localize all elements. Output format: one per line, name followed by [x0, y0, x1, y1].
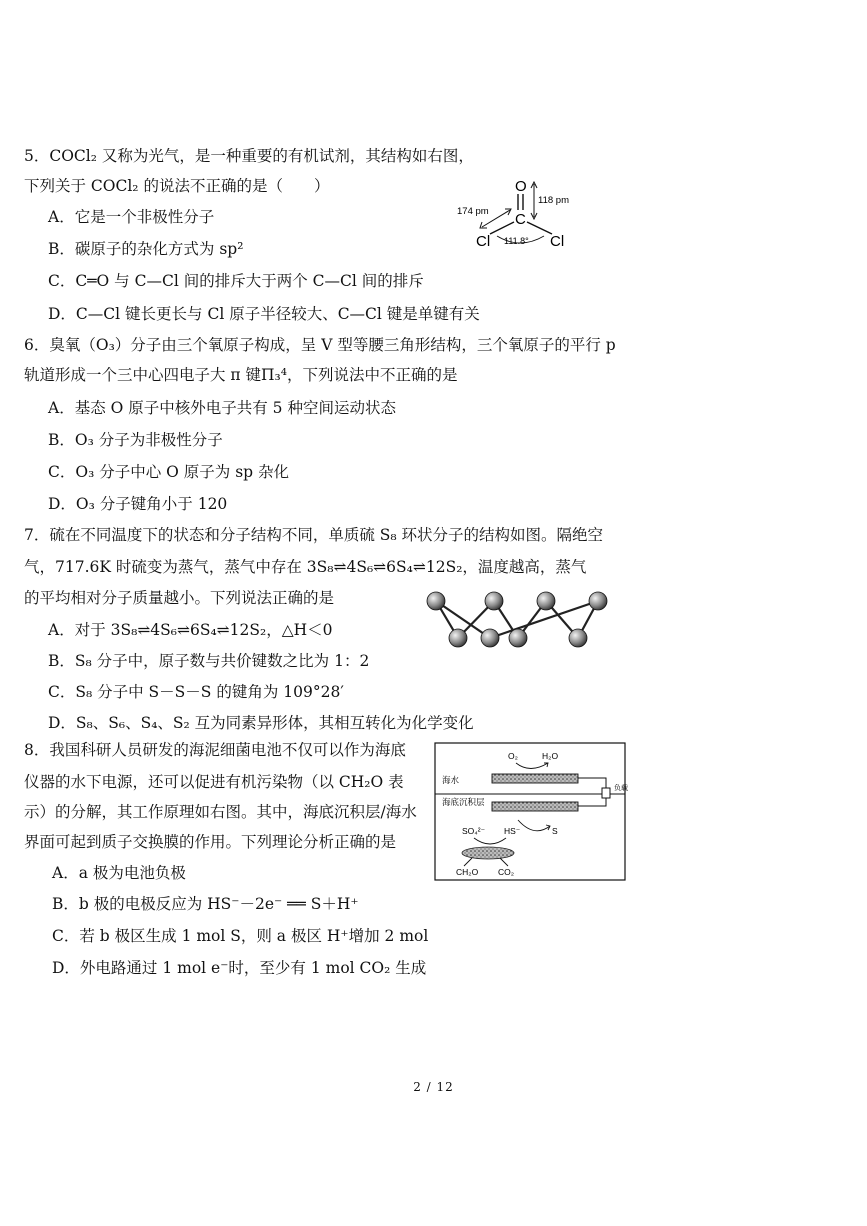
q8-stem-line4: 界面可起到质子交换膜的作用。下列理论分析正确的是 [24, 833, 397, 851]
sulfur-atom [537, 592, 555, 610]
sulfur-atom [569, 629, 587, 647]
q7-option-a: A．对于 3S₈⇌4S₆⇌6S₄⇌12S₂，△H＜0 [48, 621, 333, 639]
bond-length-c-cl: 174 pm [457, 206, 489, 217]
electrode-b [492, 802, 578, 811]
q5-option-a: A．它是一个非极性分子 [48, 208, 215, 226]
sulfur-atom [485, 592, 503, 610]
atom-cl-left-label: Cl [476, 233, 491, 250]
sulfur-atom [427, 592, 445, 610]
ch2o-label: CH₂O [456, 867, 479, 877]
seawater-label: 海水 [442, 775, 460, 785]
bond-length-c-o: 118 pm [538, 195, 569, 206]
q5-stem-line2: 下列关于 COCl₂ 的说法不正确的是（ ） [24, 177, 330, 195]
atom-c-label: C [515, 211, 526, 228]
q5-option-d: D．C—Cl 键长更长与 Cl 原子半径较大、C—Cl 键是单键有关 [48, 305, 480, 323]
q7-option-d: D．S₈、S₆、S₄、S₂ 互为同素异形体，其相互转化为化学变化 [48, 714, 474, 732]
q6-option-a: A．基态 O 原子中核外电子共有 5 种空间运动状态 [48, 399, 396, 417]
q6-option-c: C．O₃ 分子中心 O 原子为 sp 杂化 [48, 463, 290, 481]
cocl2-structure-figure [452, 172, 592, 252]
hs-label: HS⁻ [504, 826, 521, 836]
q6-option-b: B．O₃ 分子为非极性分子 [48, 431, 223, 449]
q7-stem-line2: 气，717.6K 时硫变为蒸气，蒸气中存在 3S₈⇌4S₆⇌6S₄⇌12S₂，温度越高，蒸气 [24, 558, 587, 576]
sulfur-atom [449, 629, 467, 647]
q8-option-a: A．a 极为电池负极 [52, 864, 186, 882]
q8-stem-line1: 8．我国科研人员研发的海泥细菌电池不仅可以作为海底 [24, 741, 406, 759]
o2-label: O₂ [508, 751, 518, 761]
co2-label: CO₂ [498, 867, 515, 877]
q5-stem-line1: 5．COCl₂ 又称为光气，是一种重要的有机试剂，其结构如右图， [24, 147, 474, 165]
q8-option-d: D．外电路通过 1 mol e⁻时，至少有 1 mol CO₂ 生成 [52, 959, 427, 977]
h2o-label: H₂O [542, 751, 559, 761]
q8-option-c: C．若 b 极区生成 1 mol S，则 a 极区 H⁺增加 2 mol [52, 927, 429, 945]
load-resistor [602, 788, 610, 798]
sulfur-atom [589, 592, 607, 610]
q8-option-b: B．b 极的电极反应为 HS⁻－2e⁻ ══ S＋H⁺ [52, 895, 359, 913]
electrode-a [492, 774, 578, 783]
sulfate-label: SO₄²⁻ [462, 826, 486, 836]
q8-stem-line3: 示）的分解，其工作原理如右图。其中，海底沉积层/海水 [24, 803, 417, 821]
q6-stem-line2: 轨道形成一个三中心四电子大 π 键Π₃⁴，下列说法中不正确的是 [24, 366, 458, 384]
q5-option-b: B．碳原子的杂化方式为 sp² [48, 240, 244, 258]
q5-option-c: C．C═O 与 C—Cl 间的排斥大于两个 C—Cl 间的排斥 [48, 272, 424, 290]
s8-ring-figure [418, 586, 618, 658]
load-label: 负载 [614, 785, 628, 792]
q7-option-b: B．S₈ 分子中，原子数与共价键数之比为 1：2 [48, 652, 370, 670]
s-label: S [552, 826, 558, 836]
q6-option-d: D．O₃ 分子键角小于 120 [48, 495, 228, 513]
battery-diagram [434, 742, 626, 882]
atom-o-label: O [515, 178, 527, 195]
sulfur-atom [509, 629, 527, 647]
bacteria-layer [462, 847, 514, 859]
q7-stem-line3: 的平均相对分子质量越小。下列说法正确的是 [24, 589, 335, 607]
q6-stem-line1: 6．臭氧（O₃）分子由三个氧原子构成，呈 V 型等腰三角形结构，三个氧原子的平行 p [24, 336, 616, 354]
q7-option-c: C．S₈ 分子中 S－S－S 的键角为 109°28′ [48, 683, 344, 701]
q7-stem-line1: 7．硫在不同温度下的状态和分子结构不同，单质硫 S₈ 环状分子的结构如图。隔绝空 [24, 526, 604, 544]
bond-angle-label: 111.8° [504, 236, 529, 246]
sulfur-atom [481, 629, 499, 647]
sediment-label: 海底沉积层 [442, 797, 485, 807]
atom-cl-right-label: Cl [550, 233, 565, 250]
q8-stem-line2: 仪器的水下电源，还可以促进有机污染物（以 CH₂O 表 [24, 773, 404, 791]
page-number: 2 / 12 [413, 1080, 454, 1094]
